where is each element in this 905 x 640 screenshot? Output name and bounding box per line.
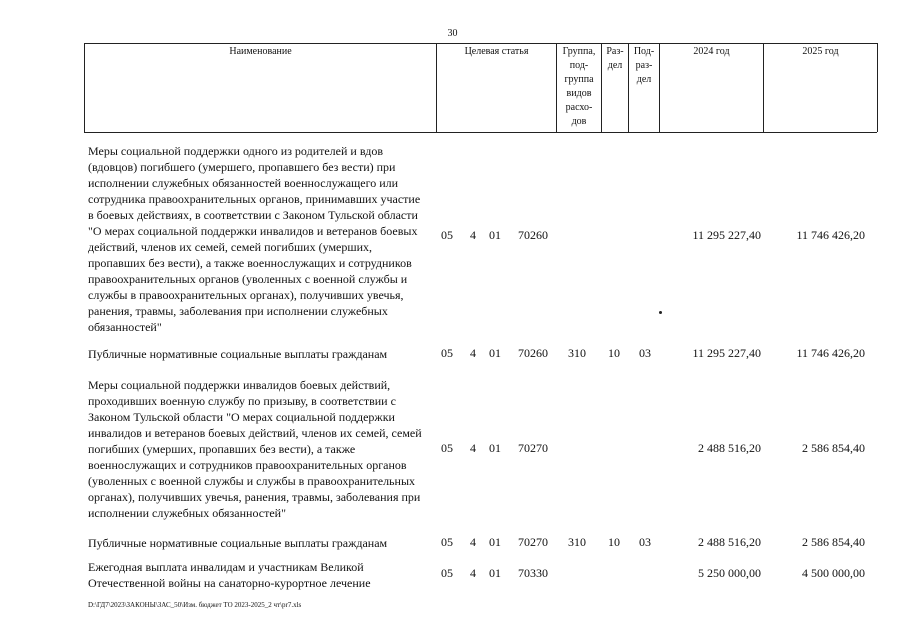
header-bottom-border: [84, 132, 877, 133]
code-direction: 70260: [518, 228, 548, 242]
table-row-name: Меры социальной поддержки инвалидов боевых действий, проходивших военную службу по призыву, в соответствии с Законом Тульской области "О мерах социальной поддержки инвалидов и ветеранов боевых действий, членов их семей, семей погибших (умерших, пропавших без вести), а также военнослужащих и сотрудников правоохранительных органов (уволенных с военной службы и службы в правоохранительных органах), получивших увечья, ранения, травмы, заболевания при исполнении служебных обязанностей": [88, 378, 422, 520]
code-program: 05: [441, 566, 453, 580]
header-subsection: Под- раз- дел: [633, 46, 655, 85]
code-main: 01: [489, 228, 501, 242]
header-target: Целевая статья: [464, 46, 529, 57]
code-subprogram: 4: [470, 346, 476, 360]
header-name: Наименование: [229, 46, 292, 57]
code-group: 310: [568, 535, 586, 549]
header-top-border: [84, 43, 877, 44]
amount-2025: 11 746 426,20: [796, 228, 865, 242]
table-row-name: Публичные нормативные социальные выплаты гражданам: [88, 536, 388, 550]
amount-2024: 2 488 516,20: [698, 535, 761, 549]
code-program: 05: [441, 228, 453, 242]
code-subsection: 03: [639, 346, 651, 360]
header-group: Группа, под- группа видов расхо- дов: [562, 46, 596, 127]
table-row-name: Меры социальной поддержки одного из родителей и вдов (вдовцов) погибшего (умершего, пропавшего без вести) при исполнении служебных обязанностей военнослужащего или сотрудника правоохранительных органов, принимавших участие в боевых действиях, в соответствии с Законом Тульской области "О мерах социальной поддержки инвалидов и ветеранов боевых действий, членов их семей, семей погибших (умерших, пропавших без вести), а также военнослужащих и сотрудников правоохранительных органов (уволенных с военной службы и службы в правоохранительных органах), получивших увечья, ранения, травмы, заболевания при исполнении служебных обязанностей": [88, 144, 421, 334]
table-row-name: Ежегодная выплата инвалидам и участникам Великой Отечественной войны на санаторно-курортное лечение: [88, 560, 371, 590]
col-border: [877, 43, 878, 132]
header-year-2024: 2024 год: [693, 46, 730, 57]
code-direction: 70270: [518, 441, 548, 455]
code-main: 01: [489, 566, 501, 580]
amount-2025: 11 746 426,20: [796, 346, 865, 360]
page-number: 30: [447, 28, 458, 39]
amount-2025: 4 500 000,00: [802, 566, 865, 580]
code-subsection: 03: [639, 535, 651, 549]
amount-2024: 2 488 516,20: [698, 441, 761, 455]
code-direction: 70260: [518, 346, 548, 360]
file-path-footer: D:\ГД7\2023\ЗАКОНЫ\ЗАС_50\Изм. бюджет ТО 2023-2025_2 чт\pr7.xls: [88, 601, 302, 609]
code-section: 10: [608, 535, 620, 549]
code-program: 05: [441, 346, 453, 360]
code-subprogram: 4: [470, 566, 476, 580]
code-main: 01: [489, 441, 501, 455]
amount-2025: 2 586 854,40: [802, 535, 865, 549]
header-year-2025: 2025 год: [802, 46, 839, 57]
header-section: Раз- дел: [606, 46, 624, 71]
code-program: 05: [441, 441, 453, 455]
code-subprogram: 4: [470, 228, 476, 242]
code-section: 10: [608, 346, 620, 360]
code-direction: 70330: [518, 566, 548, 580]
code-program: 05: [441, 535, 453, 549]
code-group: 310: [568, 346, 586, 360]
table-row-name: Публичные нормативные социальные выплаты гражданам: [88, 347, 388, 361]
code-subprogram: 4: [470, 535, 476, 549]
code-direction: 70270: [518, 535, 548, 549]
amount-2025: 2 586 854,40: [802, 441, 865, 455]
amount-2024: 11 295 227,40: [692, 346, 761, 360]
code-subprogram: 4: [470, 441, 476, 455]
code-main: 01: [489, 535, 501, 549]
code-main: 01: [489, 346, 501, 360]
amount-2024: 5 250 000,00: [698, 566, 761, 580]
amount-2024: 11 295 227,40: [692, 228, 761, 242]
scan-speck: [659, 311, 662, 314]
